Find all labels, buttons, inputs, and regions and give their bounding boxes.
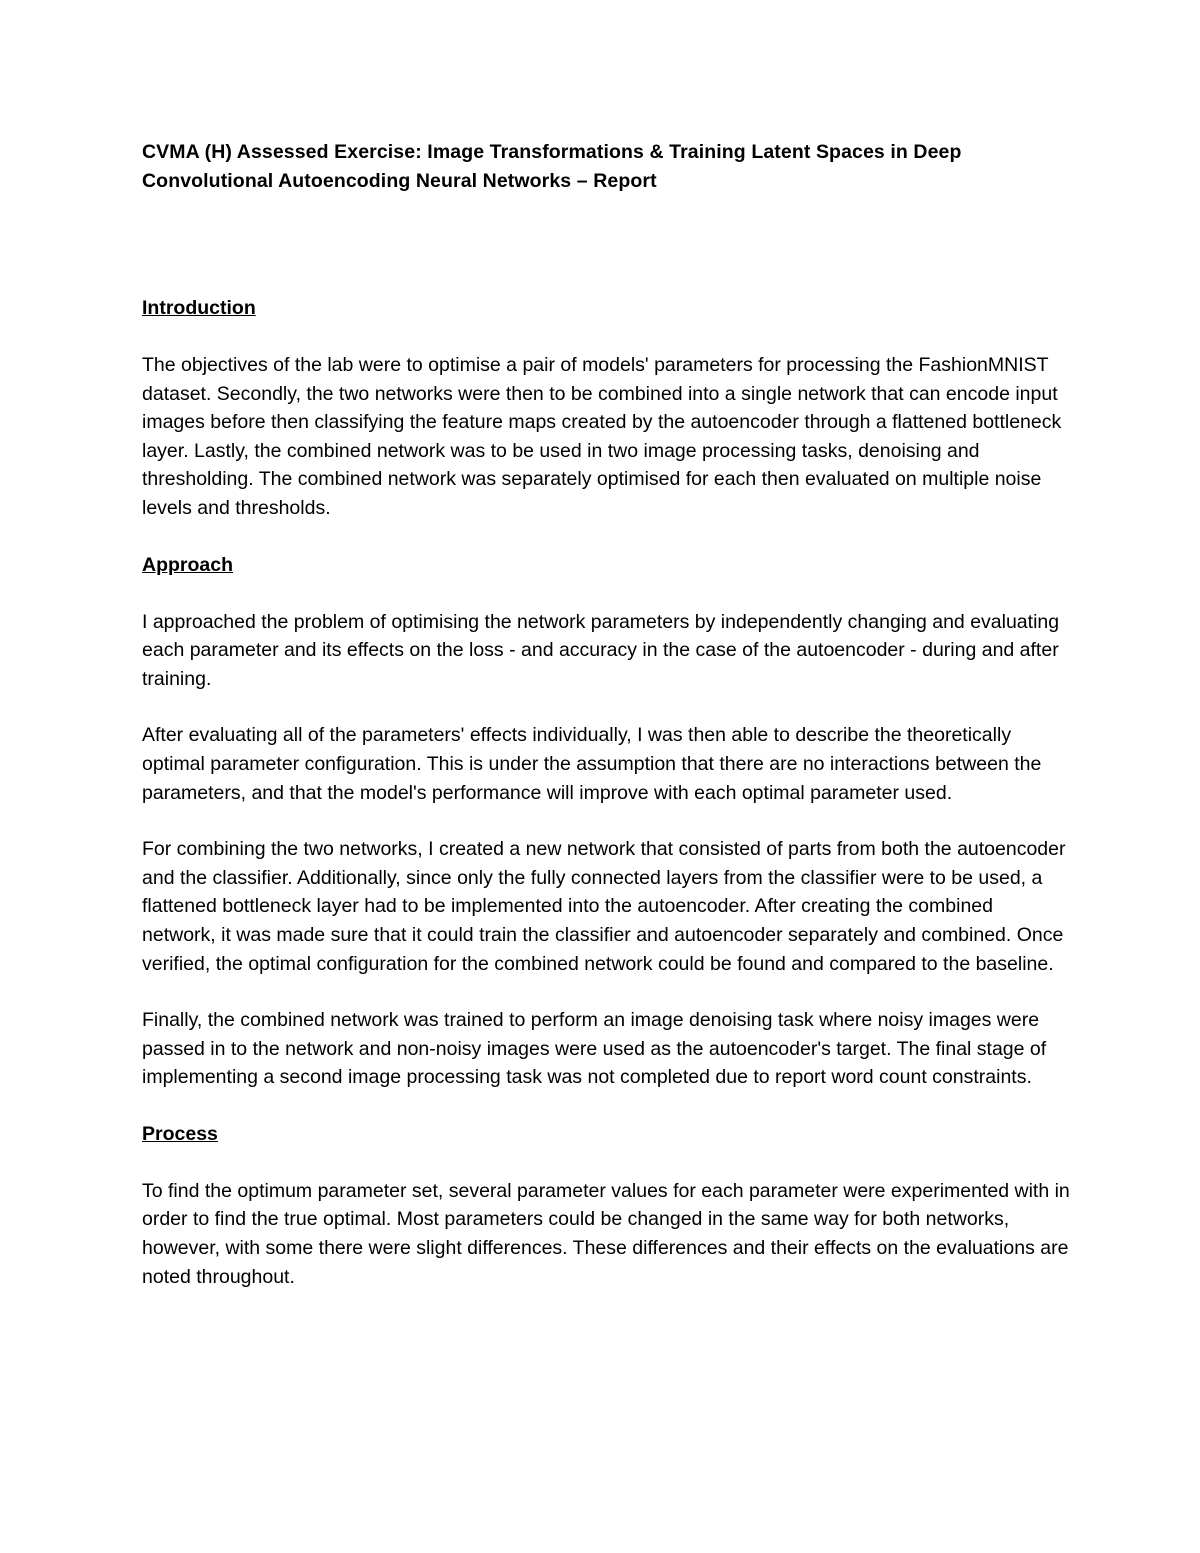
approach-paragraph-4: Finally, the combined network was trained to perform an image denoising task where noisy images were passed in to the network and non-noisy images were used as the autoencoder's target. The final stage of implementing a second image processing task was not completed due to report word count constraints. bbox=[142, 1009, 1047, 1089]
heading-introduction: Introduction bbox=[142, 297, 256, 319]
document-page bbox=[142, 138, 1072, 1291]
document-title: CVMA (H) Assessed Exercise: Image Transformations & Training Latent Spaces in Deep Convolutional Autoencoding Neural Networks – Report bbox=[142, 141, 962, 192]
approach-paragraph-3: For combining the two networks, I created a new network that consisted of parts from both the autoencoder and the classifier. Additionally, since only the fully connected layers from the classifier were to be used, a flattened bottleneck layer had to be implemented into the autoencoder. After creating the combined network, it was made sure that it could train the classifier and autoencoder separately and combined. Once verified, the optimal configuration for the combined network could be found and compared to the baseline. bbox=[142, 838, 1066, 975]
approach-paragraph-2: After evaluating all of the parameters' effects individually, I was then able to describe the theoretically optimal parameter configuration. This is under the assumption that there are no interactions between the parameters, and that the model's performance will improve with each optimal parameter used. bbox=[142, 724, 1042, 804]
process-paragraph: To find the optimum parameter set, several parameter values for each parameter were experimented with in order to find the true optimal. Most parameters could be changed in the same way for both networks, however, with some there were slight differences. These differences and their effects on the evaluations are noted throughout. bbox=[142, 1179, 1070, 1288]
introduction-paragraph: The objectives of the lab were to optimise a pair of models' parameters for processing the FashionMNIST dataset. Secondly, the two networks were then to be combined into a single network that can encode input images before then classifying the feature maps created by the autoencoder through a flattened bottleneck layer. Lastly, the combined network was to be used in two image processing tasks, denoising and thresholding. The combined network was separately optimised for each then evaluated on multiple noise levels and thresholds. bbox=[142, 354, 1062, 519]
approach-paragraph-1: I approached the problem of optimising the network parameters by independently changing and evaluating each parameter and its effects on the loss - and accuracy in the case of the autoencoder - during and after training. bbox=[142, 610, 1060, 690]
heading-approach: Approach bbox=[142, 553, 234, 576]
heading-process: Process bbox=[142, 1122, 218, 1145]
